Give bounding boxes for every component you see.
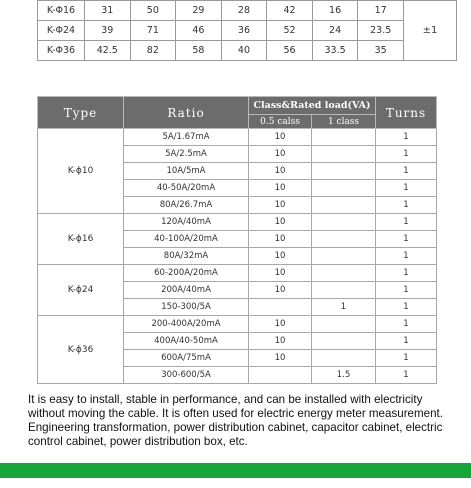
bottom-accent-bar <box>0 463 471 478</box>
class-1-load-cell: 1.5 <box>312 367 376 384</box>
dimension-cell: 46 <box>176 21 222 41</box>
ratio-cell: 600A/75mA <box>124 350 249 367</box>
ratio-cell: 40-100A/20mA <box>124 231 249 248</box>
dimension-cell: 58 <box>176 41 222 61</box>
class-05-load-cell: 10 <box>249 197 312 214</box>
dimension-cell: 42 <box>267 1 313 21</box>
turns-cell: 1 <box>376 197 437 214</box>
table-row <box>38 129 437 146</box>
header-type: Type <box>38 97 124 129</box>
class-1-load-cell <box>312 248 376 265</box>
dimension-cell: 82 <box>130 41 176 61</box>
header-ratio: Ratio <box>124 97 249 129</box>
turns-cell: 1 <box>376 248 437 265</box>
ratio-cell: 40-50A/20mA <box>124 180 249 197</box>
turns-cell: 1 <box>376 163 437 180</box>
dimension-cell: 24 <box>312 21 358 41</box>
turns-cell: 1 <box>376 333 437 350</box>
type-cell: K-ϕ24 <box>38 265 124 316</box>
class-05-load-cell: 10 <box>249 282 312 299</box>
class-1-load-cell <box>312 231 376 248</box>
dimension-row-label: K-Φ36 <box>38 41 85 61</box>
type-cell: K-ϕ36 <box>38 316 124 384</box>
class-05-load-cell: 10 <box>249 231 312 248</box>
dimension-row <box>38 41 457 61</box>
class-1-load-cell <box>312 214 376 231</box>
dimension-cell: 36 <box>221 21 267 41</box>
dimension-cell: 23.5 <box>358 21 404 41</box>
dimension-row <box>38 1 457 21</box>
class-05-load-cell: 10 <box>249 350 312 367</box>
ratio-cell: 80A/32mA <box>124 248 249 265</box>
ratio-cell: 80A/26.7mA <box>124 197 249 214</box>
class-1-load-cell <box>312 180 376 197</box>
dimension-cell: 39 <box>85 21 131 41</box>
dimension-cell: 29 <box>176 1 222 21</box>
type-cell: K-ϕ10 <box>38 129 124 214</box>
dimension-cell: 17 <box>358 1 404 21</box>
class-1-load-cell <box>312 146 376 163</box>
class-1-load-cell <box>312 333 376 350</box>
class-1-load-cell <box>312 265 376 282</box>
turns-cell: 1 <box>376 282 437 299</box>
spec-table-header <box>38 97 437 129</box>
dimension-cell: 42.5 <box>85 41 131 61</box>
ratio-cell: 10A/5mA <box>124 163 249 180</box>
header-class-05: 0.5 calss <box>249 115 312 129</box>
class-05-load-cell: 10 <box>249 163 312 180</box>
table-row <box>38 265 437 282</box>
dimension-cell: 52 <box>267 21 313 41</box>
class-05-load-cell: 10 <box>249 248 312 265</box>
turns-cell: 1 <box>376 214 437 231</box>
class-1-load-cell <box>312 197 376 214</box>
ratio-cell: 5A/1.67mA <box>124 129 249 146</box>
class-05-load-cell <box>249 299 312 316</box>
dimension-row <box>38 21 457 41</box>
turns-cell: 1 <box>376 180 437 197</box>
class-05-load-cell <box>249 367 312 384</box>
ratio-cell: 200A/40mA <box>124 282 249 299</box>
header-class-1: 1 class <box>312 115 376 129</box>
ratio-cell: 200-400A/20mA <box>124 316 249 333</box>
dimension-row-label: K-Φ16 <box>38 1 85 21</box>
class-05-load-cell: 10 <box>249 180 312 197</box>
spec-table-body <box>38 129 437 384</box>
class-1-load-cell <box>312 163 376 180</box>
turns-cell: 1 <box>376 231 437 248</box>
ratio-cell: 120A/40mA <box>124 214 249 231</box>
spec-table <box>37 96 437 384</box>
dimension-cell: 16 <box>312 1 358 21</box>
turns-cell: 1 <box>376 129 437 146</box>
turns-cell: 1 <box>376 367 437 384</box>
dimension-cell: 35 <box>358 41 404 61</box>
header-rated-load: Class&Rated load(VA) <box>249 97 376 115</box>
turns-cell: 1 <box>376 265 437 282</box>
product-description: It is easy to install, stable in performance, and can be installed with electricity without moving the cable. It is often used for electric energy meter measurement. Engineering transformation, power distribution cabinet, capacitor cabinet, electric control cabinet, power distribution box, etc. <box>28 393 443 448</box>
class-1-load-cell <box>312 350 376 367</box>
tolerance-cell: ±1 <box>404 1 457 61</box>
type-cell: K-ϕ16 <box>38 214 124 265</box>
dimension-cell: 28 <box>221 1 267 21</box>
ratio-cell: 60-200A/20mA <box>124 265 249 282</box>
dimension-cell: 56 <box>267 41 313 61</box>
class-1-load-cell <box>312 129 376 146</box>
class-05-load-cell: 10 <box>249 129 312 146</box>
class-05-load-cell: 10 <box>249 265 312 282</box>
class-1-load-cell: 1 <box>312 299 376 316</box>
dimension-cell: 50 <box>130 1 176 21</box>
dimension-cell: 71 <box>130 21 176 41</box>
class-05-load-cell: 10 <box>249 214 312 231</box>
turns-cell: 1 <box>376 350 437 367</box>
dimension-cell: 40 <box>221 41 267 61</box>
class-05-load-cell: 10 <box>249 333 312 350</box>
class-05-load-cell: 10 <box>249 146 312 163</box>
dimension-row-label: K-Φ24 <box>38 21 85 41</box>
class-05-load-cell: 10 <box>249 316 312 333</box>
turns-cell: 1 <box>376 146 437 163</box>
turns-cell: 1 <box>376 299 437 316</box>
ratio-cell: 400A/40-50mA <box>124 333 249 350</box>
turns-cell: 1 <box>376 316 437 333</box>
table-row <box>38 316 437 333</box>
dimension-cell: 31 <box>85 1 131 21</box>
ratio-cell: 300-600/5A <box>124 367 249 384</box>
class-1-load-cell <box>312 282 376 299</box>
dimension-table <box>37 0 457 61</box>
class-1-load-cell <box>312 316 376 333</box>
table-row <box>38 214 437 231</box>
header-turns: Turns <box>376 97 437 129</box>
dimension-cell: 33.5 <box>312 41 358 61</box>
ratio-cell: 5A/2.5mA <box>124 146 249 163</box>
ratio-cell: 150-300/5A <box>124 299 249 316</box>
